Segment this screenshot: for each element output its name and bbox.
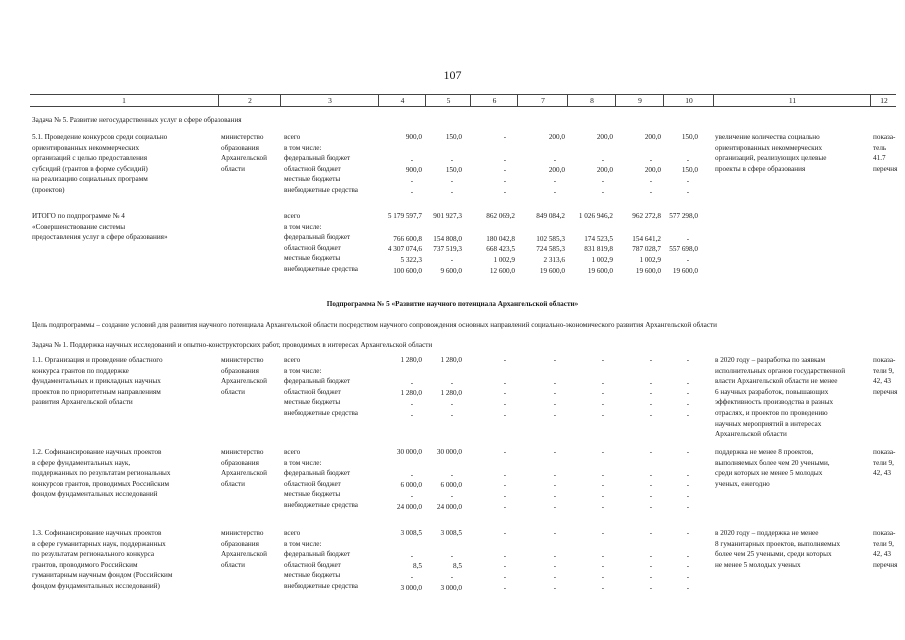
table-cell: -	[649, 410, 653, 419]
measure-name: 1.2. Софинансирование научных проектов	[32, 448, 162, 456]
table-cell: -	[686, 583, 690, 592]
table-cell: -	[503, 491, 507, 500]
subprogram-goal: Цель подпрограммы – создание условий для развития научного потенциала Архангельской области посредством научного сопровождения основных направлений социально-экономического развития Архангельской области	[32, 321, 717, 329]
table-cell: -	[601, 155, 605, 164]
table-cell: -	[601, 187, 605, 196]
table-cell: -	[410, 572, 414, 581]
table-cell: -	[503, 133, 507, 141]
source-label: внебюджетные средства	[284, 582, 358, 590]
table-cell: -	[450, 551, 454, 560]
column-header-5: 5	[425, 95, 471, 106]
table-cell: 849 084,2	[536, 212, 565, 220]
expected-result: 8 гуманитарных проектов, выполняемых	[715, 539, 841, 548]
column-header-6: 6	[470, 95, 518, 106]
measure-name: поддержанных по результатам региональных	[32, 469, 171, 478]
expected-result: не менее 5 молодых ученых	[715, 560, 801, 569]
column-header-8: 8	[567, 95, 616, 106]
table-cell: -	[601, 448, 605, 456]
table-cell: -	[503, 502, 507, 511]
table-cell: 12 600,0	[489, 266, 515, 275]
expected-result: в 2020 году – поддержка не менее	[715, 529, 819, 537]
table-cell: -	[410, 155, 414, 164]
table-cell: -	[601, 378, 605, 387]
source-label: внебюджетные средства	[284, 186, 358, 194]
source-label: федеральный бюджет	[284, 154, 351, 163]
table-cell: -	[686, 176, 690, 185]
measure-name: проектов по приоритетным направлениям	[32, 387, 161, 396]
source-label: в том числе:	[284, 222, 322, 231]
table-cell: 5 179 597,7	[387, 212, 422, 220]
table-cell: -	[686, 551, 690, 560]
table-cell: -	[503, 399, 507, 408]
indicator-ref: перечня	[873, 387, 898, 396]
table-cell: -	[553, 399, 557, 408]
table-cell: -	[553, 502, 557, 511]
table-cell: 24 000,0	[436, 502, 462, 511]
table-cell: -	[601, 551, 605, 560]
table-cell: 9 600,0	[440, 266, 462, 275]
table-cell: -	[553, 187, 557, 196]
table-cell: 3 008,5	[400, 529, 422, 537]
table-cell: -	[503, 481, 507, 490]
measure-name: на реализацию социальных программ	[32, 175, 148, 184]
table-cell: -	[686, 491, 690, 500]
table-cell: -	[649, 491, 653, 500]
table-cell: -	[410, 187, 414, 196]
expected-result: эффективность производства в разных	[715, 398, 834, 407]
table-cell: -	[450, 470, 454, 479]
executor: образования	[221, 366, 259, 375]
measure-name: «Совершенствование системы	[32, 222, 126, 231]
table-cell: 150,0	[681, 166, 698, 175]
expected-result: 6 научных разработок, повышающих	[715, 387, 829, 396]
table-cell: -	[503, 551, 507, 560]
table-cell: -	[503, 155, 507, 164]
table-cell: -	[601, 481, 605, 490]
source-label: всего	[284, 133, 301, 141]
table-cell: 200,0	[644, 166, 661, 175]
table-cell: -	[553, 562, 557, 571]
table-cell: -	[649, 502, 653, 511]
table-cell: -	[553, 572, 557, 581]
table-cell: -	[649, 176, 653, 185]
table-cell: 6 000,0	[400, 481, 422, 490]
indicator-ref: показа-	[873, 529, 896, 537]
table-cell: -	[686, 410, 690, 419]
executor: области	[221, 387, 246, 396]
table-cell: -	[553, 356, 557, 364]
source-label: в том числе:	[284, 366, 322, 375]
table-cell: 6 000,0	[440, 481, 462, 490]
table-cell: 154 808,0	[433, 234, 462, 243]
table-cell: 901 927,3	[433, 212, 462, 220]
table-cell: -	[686, 399, 690, 408]
table-cell: -	[649, 448, 653, 456]
table-cell: 100 600,0	[393, 266, 422, 275]
indicator-ref: показа-	[873, 448, 896, 456]
table-cell: -	[649, 389, 653, 398]
table-cell: 154 641,2	[632, 234, 661, 243]
table-cell: 174 523,5	[584, 234, 613, 243]
table-cell: -	[686, 448, 690, 456]
measure-name: фондом фундаментальных исследований	[32, 490, 158, 499]
executor: Архангельской	[221, 154, 267, 163]
table-cell: -	[503, 166, 507, 175]
table-cell: 200,0	[644, 133, 661, 141]
table-cell: -	[503, 187, 507, 196]
table-cell: -	[503, 562, 507, 571]
expected-result: Архангельской области	[715, 430, 787, 439]
executor: Архангельской	[221, 377, 267, 386]
table-cell: 5 322,3	[400, 255, 422, 264]
expected-result: ориентированных некоммерческих	[715, 143, 823, 152]
table-cell: 200,0	[596, 166, 613, 175]
table-cell: 8,5	[453, 562, 462, 571]
source-label: в том числе:	[284, 539, 322, 548]
indicator-ref: 41.7	[873, 154, 886, 163]
indicator-ref: тели 9,	[873, 539, 894, 548]
table-header-row	[30, 94, 896, 107]
executor: министерство	[221, 448, 264, 456]
indicator-ref: тель	[873, 143, 887, 152]
table-cell: -	[649, 378, 653, 387]
table-cell: 831 819,8	[584, 245, 613, 254]
executor: Архангельской	[221, 550, 267, 559]
source-label: внебюджетные средства	[284, 501, 358, 509]
table-cell: 900,0	[405, 166, 422, 175]
table-cell: -	[450, 176, 454, 185]
table-cell: -	[686, 378, 690, 387]
indicator-ref: перечня	[873, 560, 898, 569]
table-cell: -	[686, 481, 690, 490]
executor: министерство	[221, 133, 264, 141]
table-cell: -	[553, 491, 557, 500]
source-label: всего	[284, 529, 301, 537]
measure-name: конкурса грантов по поддержке	[32, 366, 129, 375]
executor: области	[221, 560, 246, 569]
measure-name: 5.1. Проведение конкурсов среди социально	[32, 133, 168, 141]
executor: образования	[221, 143, 259, 152]
expected-result: отраслях, и проектов по проведению	[715, 409, 828, 417]
expected-result: в 2020 году – разработка по заявкам	[715, 356, 826, 364]
indicator-ref: 42, 43	[873, 550, 891, 559]
indicator-ref: тели 9,	[873, 458, 894, 467]
table-cell: 150,0	[445, 166, 462, 175]
expected-result: ученых, ежегодно	[715, 479, 770, 488]
table-cell: -	[686, 502, 690, 511]
executor: министерство	[221, 356, 264, 364]
measure-name: гуманитарным научным фондом (Российским	[32, 571, 173, 580]
table-cell: 150,0	[681, 133, 698, 141]
table-cell: -	[450, 399, 454, 408]
measure-name: по результатам регионального конкурса	[32, 550, 155, 559]
table-cell: -	[686, 155, 690, 164]
source-label: местные бюджеты	[284, 571, 341, 580]
source-label: федеральный бюджет	[284, 469, 351, 478]
table-cell: -	[686, 572, 690, 581]
table-cell: 737 519,3	[433, 245, 462, 254]
table-cell: 1 002,9	[493, 255, 515, 264]
table-cell: 1 002,9	[591, 255, 613, 264]
source-label: внебюджетные средства	[284, 409, 358, 417]
table-cell: -	[503, 583, 507, 592]
source-label: местные бюджеты	[284, 254, 341, 263]
table-cell: 577 298,0	[669, 212, 698, 220]
table-cell: -	[649, 187, 653, 196]
table-cell: -	[410, 491, 414, 500]
table-cell: -	[686, 529, 690, 537]
table-cell: 102 585,3	[536, 234, 565, 243]
table-cell: 19 600,0	[539, 266, 565, 275]
table-cell: 19 600,0	[672, 266, 698, 275]
table-cell: 8,5	[413, 562, 422, 571]
expected-result: организаций, реализующих целевые	[715, 154, 827, 163]
table-cell: -	[649, 399, 653, 408]
table-cell: -	[601, 491, 605, 500]
indicator-ref: тели 9,	[873, 366, 894, 375]
measure-name: ориентированных некоммерческих	[32, 143, 140, 152]
table-cell: -	[503, 448, 507, 456]
table-cell: -	[553, 155, 557, 164]
column-header-9: 9	[615, 95, 664, 106]
indicator-ref: 42, 43	[873, 469, 891, 478]
table-cell: -	[410, 176, 414, 185]
table-cell: -	[503, 410, 507, 419]
table-cell: -	[450, 491, 454, 500]
measure-name: конкурсов грантов, проводимых Российским	[32, 479, 170, 488]
table-cell: 724 585,3	[536, 245, 565, 254]
source-label: областной бюджет	[284, 387, 341, 396]
source-label: областной бюджет	[284, 479, 341, 488]
column-header-3: 3	[280, 95, 379, 106]
table-cell: 1 280,0	[440, 356, 462, 364]
table-cell: 200,0	[596, 133, 613, 141]
table-cell: 24 000,0	[396, 502, 422, 511]
table-cell: -	[649, 481, 653, 490]
expected-result: исполнительных органов государственной	[715, 366, 846, 375]
table-cell: 200,0	[548, 166, 565, 175]
table-cell: 3 000,0	[400, 583, 422, 592]
source-label: областной бюджет	[284, 164, 341, 173]
table-cell: -	[553, 551, 557, 560]
source-label: федеральный бюджет	[284, 550, 351, 559]
table-cell: -	[649, 583, 653, 592]
expected-result: среди которых не менее 5 молодых	[715, 469, 823, 478]
source-label: всего	[284, 356, 301, 364]
table-cell: -	[450, 572, 454, 581]
expected-result: увеличение количества социально	[715, 133, 820, 141]
table-cell: 1 280,0	[440, 389, 462, 398]
table-cell: 2 313,6	[543, 255, 565, 264]
indicator-ref: показа-	[873, 133, 896, 141]
task-title: Задача № 5. Развитие негосударственных услуг в сфере образования	[32, 116, 242, 124]
measure-name: в сфере фундаментальных наук,	[32, 458, 131, 467]
table-cell: -	[649, 551, 653, 560]
table-cell: -	[553, 378, 557, 387]
table-cell: 557 698,0	[669, 245, 698, 254]
table-cell: -	[649, 356, 653, 364]
indicator-ref: показа-	[873, 356, 896, 364]
column-header-12: 12	[870, 95, 897, 106]
table-cell: -	[686, 470, 690, 479]
table-cell: -	[686, 234, 690, 243]
table-cell: 787 028,7	[632, 245, 661, 254]
expected-result: проекты в сфере образования	[715, 164, 806, 173]
table-cell: 3 000,0	[440, 583, 462, 592]
table-cell: -	[601, 470, 605, 479]
page-number: 107	[443, 68, 462, 82]
table-cell: -	[503, 389, 507, 398]
source-label: областной бюджет	[284, 243, 341, 252]
table-cell: 900,0	[405, 133, 422, 141]
executor: области	[221, 479, 246, 488]
executor: Архангельской	[221, 469, 267, 478]
table-cell: -	[450, 378, 454, 387]
measure-name: 1.3. Софинансирование научных проектов	[32, 529, 162, 537]
table-cell: 668 423,5	[486, 245, 515, 254]
table-cell: -	[649, 572, 653, 581]
source-label: внебюджетные средства	[284, 265, 358, 273]
table-cell: -	[649, 155, 653, 164]
table-cell: -	[503, 470, 507, 479]
subprogram-title: Подпрограмма № 5 «Развитие научного потенциала Архангельской области»	[326, 300, 579, 308]
table-cell: 180 042,8	[486, 234, 515, 243]
measure-name: фондом фундаментальных исследований)	[32, 582, 160, 590]
table-cell: -	[450, 410, 454, 419]
table-cell: -	[410, 399, 414, 408]
executor: министерство	[221, 529, 264, 537]
table-cell: -	[553, 470, 557, 479]
table-cell: -	[553, 583, 557, 592]
table-cell: -	[553, 481, 557, 490]
table-cell: -	[553, 529, 557, 537]
table-cell: 862 069,2	[486, 212, 515, 220]
table-cell: -	[410, 470, 414, 479]
measure-name: 1.1. Организация и проведение областного	[32, 356, 163, 364]
table-cell: -	[601, 502, 605, 511]
source-label: в том числе:	[284, 143, 322, 152]
measure-name: предоставления услуг в сфере образования»	[32, 233, 168, 242]
measure-name: ИТОГО по подпрограмме № 4	[32, 212, 125, 220]
table-cell: -	[686, 389, 690, 398]
table-cell: -	[503, 176, 507, 185]
table-cell: -	[649, 470, 653, 479]
source-label: федеральный бюджет	[284, 233, 351, 242]
table-cell: -	[553, 389, 557, 398]
column-header-7: 7	[517, 95, 568, 106]
table-cell: -	[450, 255, 454, 264]
table-cell: -	[410, 551, 414, 560]
measure-name: в сфере гуманитарных наук, поддержанных	[32, 539, 166, 548]
expected-result: поддержка не менее 8 проектов,	[715, 448, 814, 456]
measure-name: (проектов)	[32, 186, 65, 194]
indicator-ref: перечня	[873, 164, 898, 173]
source-label: всего	[284, 448, 301, 456]
source-label: местные бюджеты	[284, 398, 341, 407]
table-cell: -	[686, 187, 690, 196]
measure-name: организаций с целью предоставления	[32, 154, 148, 163]
table-cell: -	[450, 155, 454, 164]
table-cell: -	[601, 572, 605, 581]
table-cell: -	[686, 356, 690, 364]
table-cell: 3 008,5	[440, 529, 462, 537]
table-cell: 4 307 074,6	[387, 245, 422, 254]
executor: образования	[221, 539, 259, 548]
table-cell: 200,0	[548, 133, 565, 141]
column-header-10: 10	[663, 95, 714, 106]
table-cell: -	[601, 389, 605, 398]
table-cell: -	[410, 410, 414, 419]
table-cell: -	[503, 356, 507, 364]
indicator-ref: 42, 43	[873, 377, 891, 386]
task-title: Задача № 1. Поддержка научных исследований и опытно-конструкторских работ, проводимых в интересах Архангельской области	[32, 341, 433, 349]
table-cell: -	[553, 448, 557, 456]
table-cell: 150,0	[445, 133, 462, 141]
table-cell: -	[649, 562, 653, 571]
table-cell: -	[450, 187, 454, 196]
measure-name: грантов, проводимого Российским	[32, 560, 138, 569]
expected-result: выполняемых более чем 20 учеными,	[715, 458, 830, 467]
measure-name: субсидий (грантов в форме субсидий)	[32, 164, 148, 173]
expected-result: власти Архангельской области не менее	[715, 377, 838, 386]
table-cell: 962 272,8	[632, 212, 661, 220]
table-cell: -	[601, 176, 605, 185]
table-cell: 1 002,9	[639, 255, 661, 264]
table-cell: -	[410, 378, 414, 387]
table-cell: 766 600,8	[393, 234, 422, 243]
source-label: областной бюджет	[284, 560, 341, 569]
table-cell: -	[553, 176, 557, 185]
executor: области	[221, 164, 246, 173]
table-cell: 1 026 946,2	[578, 212, 613, 220]
table-cell: -	[503, 378, 507, 387]
source-label: федеральный бюджет	[284, 377, 351, 386]
table-cell: 19 600,0	[635, 266, 661, 275]
source-label: всего	[284, 212, 301, 220]
table-cell: -	[601, 583, 605, 592]
table-cell: -	[503, 572, 507, 581]
source-label: местные бюджеты	[284, 490, 341, 499]
column-header-4: 4	[378, 95, 426, 106]
table-cell: -	[553, 410, 557, 419]
expected-result: научных мероприятий в интересах	[715, 419, 822, 428]
table-cell: 1 280,0	[400, 356, 422, 364]
table-cell: -	[601, 356, 605, 364]
table-cell: -	[503, 529, 507, 537]
column-header-1: 1	[122, 96, 126, 105]
table-cell: -	[601, 410, 605, 419]
expected-result: более чем 25 учеными, среди которых	[715, 550, 832, 559]
table-cell: -	[601, 399, 605, 408]
table-cell: 30 000,0	[436, 448, 462, 456]
measure-name: развития Архангельской области	[32, 398, 133, 407]
table-cell: -	[686, 255, 690, 264]
column-header-2: 2	[218, 95, 281, 106]
table-cell: -	[601, 562, 605, 571]
source-label: в том числе:	[284, 458, 322, 467]
source-label: местные бюджеты	[284, 175, 341, 184]
table-cell: -	[649, 529, 653, 537]
measure-name: фундаментальных и прикладных научных	[32, 377, 161, 386]
table-cell: 1 280,0	[400, 389, 422, 398]
table-cell: 30 000,0	[396, 448, 422, 456]
table-cell: 19 600,0	[587, 266, 613, 275]
table-cell: -	[601, 529, 605, 537]
table-cell: -	[686, 562, 690, 571]
executor: образования	[221, 458, 259, 467]
column-header-11: 11	[713, 95, 871, 106]
